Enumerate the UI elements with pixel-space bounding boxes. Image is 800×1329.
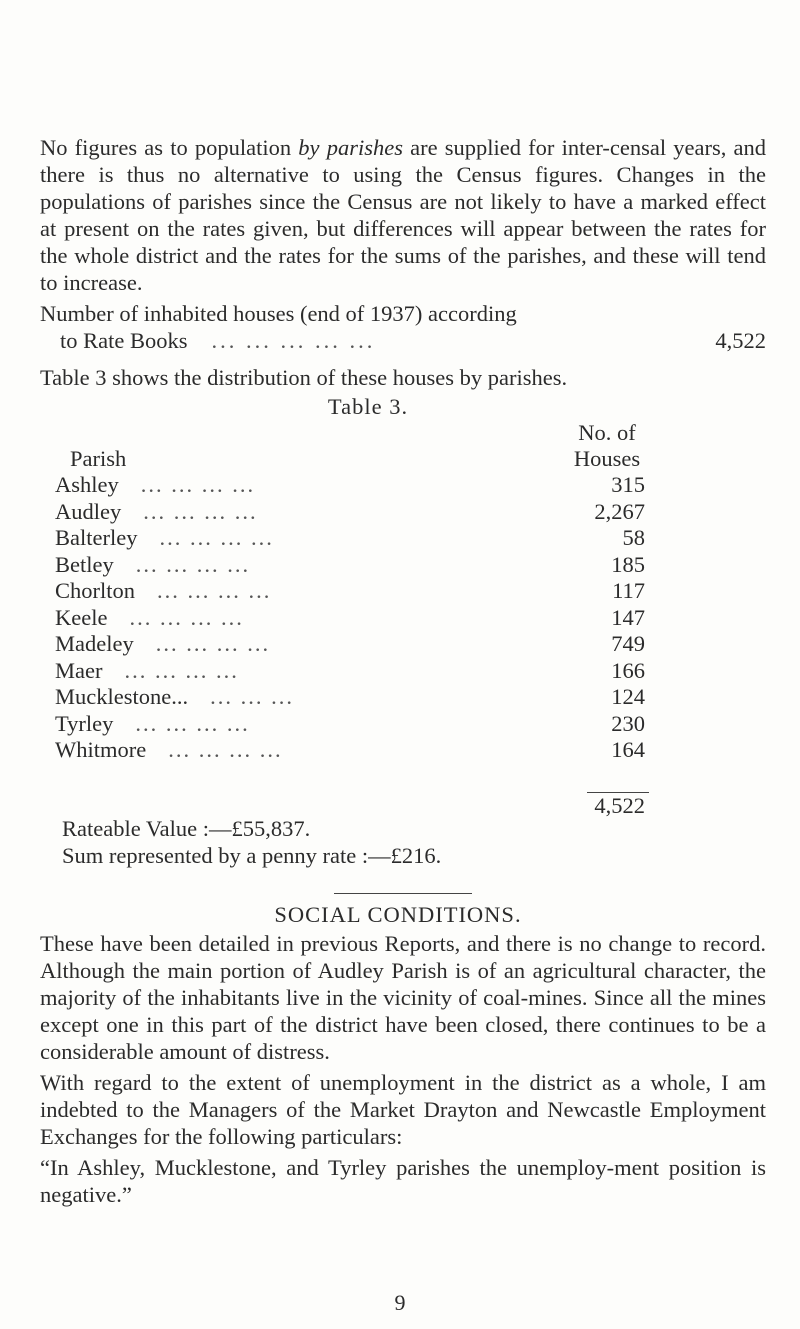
- intro-paragraph: [40, 134, 766, 296]
- table-row: [55, 631, 657, 658]
- parish-name: Keele: [55, 604, 108, 630]
- table-row: [55, 684, 657, 711]
- table-body: [55, 472, 657, 764]
- parish-name: Audley: [55, 498, 122, 524]
- intro-text-1: No figures as to population: [40, 135, 299, 160]
- leader-dots: ... ... ... ...: [155, 631, 271, 656]
- houses-count: 147: [611, 604, 645, 630]
- parish-houses-table: [55, 420, 657, 819]
- table-row: [55, 578, 657, 605]
- document-page: [40, 134, 766, 1208]
- table-total: 4,522: [594, 792, 645, 818]
- houses-line-2: [40, 327, 766, 354]
- parish-name: Maer: [55, 657, 103, 683]
- table-intro: Table 3 shows the distribution of these houses by parishes.: [40, 365, 568, 390]
- leader-dots: ... ... ... ...: [140, 472, 256, 497]
- houses-line-1: Number of inhabited houses (end of 1937) according: [40, 301, 517, 326]
- table-row: [55, 552, 657, 579]
- table-row: [55, 499, 657, 526]
- leader-dots: ... ... ... ...: [135, 551, 251, 577]
- section-divider: [334, 893, 472, 894]
- houses-count: 58: [622, 525, 645, 550]
- houses-label: to Rate Books: [60, 328, 188, 353]
- table-row: [55, 711, 657, 738]
- houses-leader-dots: ... ... ... ... ...: [211, 328, 376, 353]
- houses-count: 185: [611, 551, 645, 577]
- column-header-houses-line2: Houses: [573, 446, 641, 471]
- parish-name: Tyrley: [55, 710, 114, 736]
- parish-name: Ashley: [55, 472, 119, 497]
- leader-dots: ... ... ... ...: [143, 498, 258, 524]
- table-title: Table 3.: [327, 394, 409, 419]
- houses-count: 2,267: [594, 498, 645, 524]
- penny-rate: Sum represented by a penny rate :—£216.: [62, 842, 442, 868]
- leader-dots: ... ... ... ...: [157, 578, 272, 603]
- social-paragraph-2: With regard to the extent of unemployment in the district as a whole, I am indebted to the Managers of the Market Drayton and Newcastle Employment Exchanges for the following particulars:: [40, 1069, 766, 1149]
- page-number: 9: [394, 1290, 406, 1315]
- leader-dots: ... ... ... ...: [124, 657, 239, 683]
- leader-dots: ... ... ... ...: [135, 710, 250, 736]
- parish-name: Betley: [55, 551, 114, 577]
- section-heading-social-conditions: SOCIAL CONDITIONS.: [274, 901, 522, 927]
- table-row: [55, 472, 657, 499]
- table-header: [55, 420, 657, 472]
- parish-name: Madeley: [55, 631, 134, 656]
- houses-count: 117: [612, 578, 645, 603]
- parish-name: Whitmore: [55, 737, 147, 762]
- table-row: [55, 525, 657, 552]
- leader-dots: ... ... ... ...: [129, 604, 244, 630]
- column-header-houses-line1: No. of: [578, 420, 636, 445]
- table-row: [55, 737, 657, 764]
- houses-count: 124: [611, 684, 645, 709]
- houses-count: 166: [611, 657, 645, 683]
- houses-count: 749: [611, 631, 645, 656]
- parish-name: Chorlton: [55, 578, 136, 603]
- leader-dots: ... ... ... ...: [168, 737, 283, 762]
- column-header-parish: Parish: [70, 446, 127, 471]
- social-paragraph-1: These have been detailed in previous Reports, and there is no change to record. Although the main portion of Audley Parish is of an agricultural character, the majority of the inhabitants live in the vicinity of coal-mines. Since all the mines except one in this part of the district have been closed, there continues to be a considerable amount of distress.: [40, 930, 766, 1064]
- houses-total-value: 4,522: [715, 328, 766, 353]
- houses-count: 164: [611, 737, 645, 762]
- column-header-houses: [557, 420, 657, 472]
- table-row: [55, 658, 657, 685]
- houses-count: 315: [611, 472, 645, 497]
- social-quote: “In Ashley, Mucklestone, and Tyrley parishes the unemploy-ment position is negative.”: [40, 1154, 766, 1207]
- parish-name: Balterley: [55, 525, 138, 550]
- parish-name: Mucklestone...: [55, 684, 189, 709]
- rateable-value: Rateable Value :—£55,837.: [62, 815, 311, 841]
- leader-dots: ... ... ... ...: [159, 525, 274, 550]
- intro-italic: by parishes: [298, 135, 403, 160]
- intro-text-2: are supplied for inter-censal years, and there is thus no alternative to using the Census figures. Changes in the populations of parishes since the Census are not likely to have a marked effect at present on the rates given, but differences will appear between the rates for the whole district and the rates for the sums of the parishes, and these will tend to increase.: [40, 135, 766, 295]
- leader-dots: ... ... ...: [210, 684, 294, 709]
- inhabited-houses-entry: [40, 300, 766, 354]
- houses-count: 230: [611, 710, 645, 736]
- table-row: [55, 605, 657, 632]
